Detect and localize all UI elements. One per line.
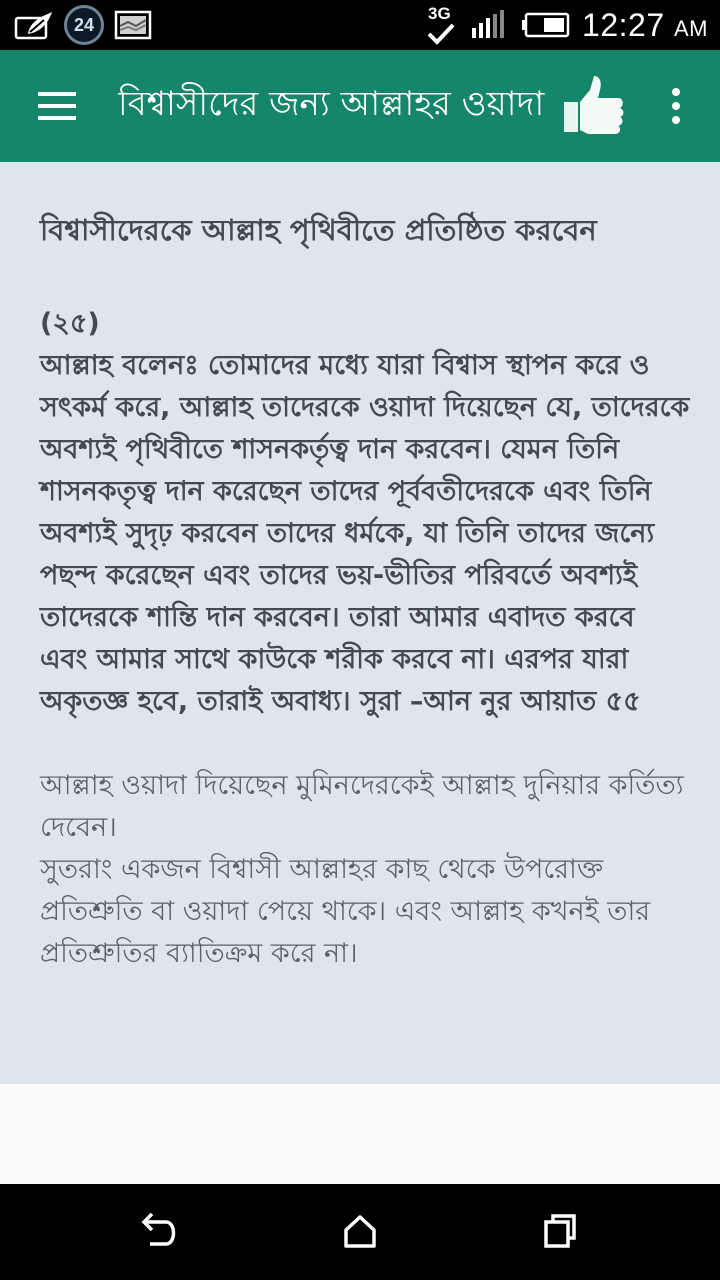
like-button[interactable] (560, 72, 628, 140)
clock-time: 12:27 (582, 6, 665, 43)
signal-bars-icon (470, 10, 510, 40)
home-icon (336, 1208, 384, 1256)
notification-badge-count: 24 (73, 14, 95, 35)
status-clock (582, 7, 708, 44)
home-button[interactable] (336, 1208, 384, 1256)
status-notifications (14, 4, 152, 46)
navigation-bar (0, 1184, 720, 1280)
back-button[interactable] (136, 1208, 184, 1256)
app-bar (0, 50, 720, 162)
network-3g-icon (426, 2, 458, 48)
recent-apps-icon (536, 1208, 584, 1256)
verse-number: (২৫) (40, 308, 100, 339)
overflow-menu-button[interactable] (656, 82, 696, 130)
hamburger-menu-button[interactable] (30, 80, 82, 132)
bottom-panel (0, 1084, 720, 1184)
article-heading: বিশ্বাসীদেরকে আল্লাহ পৃথিবীতে প্রতিষ্ঠিত করবেন (40, 213, 597, 247)
article-paragraph-1: আল্লাহ ওয়াদা দিয়েছেন মুমিনদেরকেই আল্লাহ দুনিয়ার কর্তিত্য দেবেন। (40, 770, 684, 843)
article-paragraph-2: সুতরাং একজন বিশ্বাসী আল্লাহর কাছ থেকে উপরোক্ত প্রতিশ্রুতি বা ওয়াদা পেয়ে থাকে। এবং আল্লাহ কখনই তার প্রতিশ্রুতির ব্যাতিক্রম করে না। (40, 854, 651, 969)
verse-text: আল্লাহ বলেনঃ তোমাদের মধ্যে যারা বিশ্বাস স্থাপন করে ও সৎকর্ম করে, আল্লাহ তাদেরকে ওয়াদা দিয়েছেন যে, তাদেরকে অবশ্যই পৃথিবীতে শাসনকর্তৃত্ব দান করবেন। যেমন তিনি শাসনকতৃত্ব দান করেছেন তাদের পূর্ববতীদেরকে এবং তিনি অবশ্যই সুদৃঢ় করবেন তাদের ধর্মকে, যা তিনি তাদের জন্যে পছন্দ করেছেন এবং তাদের ভয়-ভীতির পরিবর্তে অবশ্যই তাদেরকে শান্তি দান করবেন। তারা আমার এবাদত করবে এবং আমার সাথে কাউকে শরীক করবে না। এরপর যারা অকৃতজ্ঞ হবে, তারাই অবাধ্য। সুরা –আন নুর আয়াত ৫৫ (40, 350, 690, 717)
article-body (40, 208, 690, 975)
status-bar (0, 0, 720, 50)
app-title: বিশ্বাসীদের জন্য আল্লাহর ওয়াদা (118, 84, 545, 124)
calendar-badge-icon (64, 5, 104, 45)
leaf-notification-icon (14, 10, 54, 40)
clock-ampm: AM (674, 15, 708, 41)
battery-icon (522, 12, 570, 38)
back-icon (136, 1208, 184, 1256)
thumbs-up-icon (560, 72, 628, 140)
recent-apps-button[interactable] (536, 1208, 584, 1256)
image-notification-icon (114, 10, 152, 40)
article-scroll-area[interactable] (0, 162, 720, 1084)
network-type-label: 3G (428, 4, 451, 23)
status-system (426, 0, 708, 50)
